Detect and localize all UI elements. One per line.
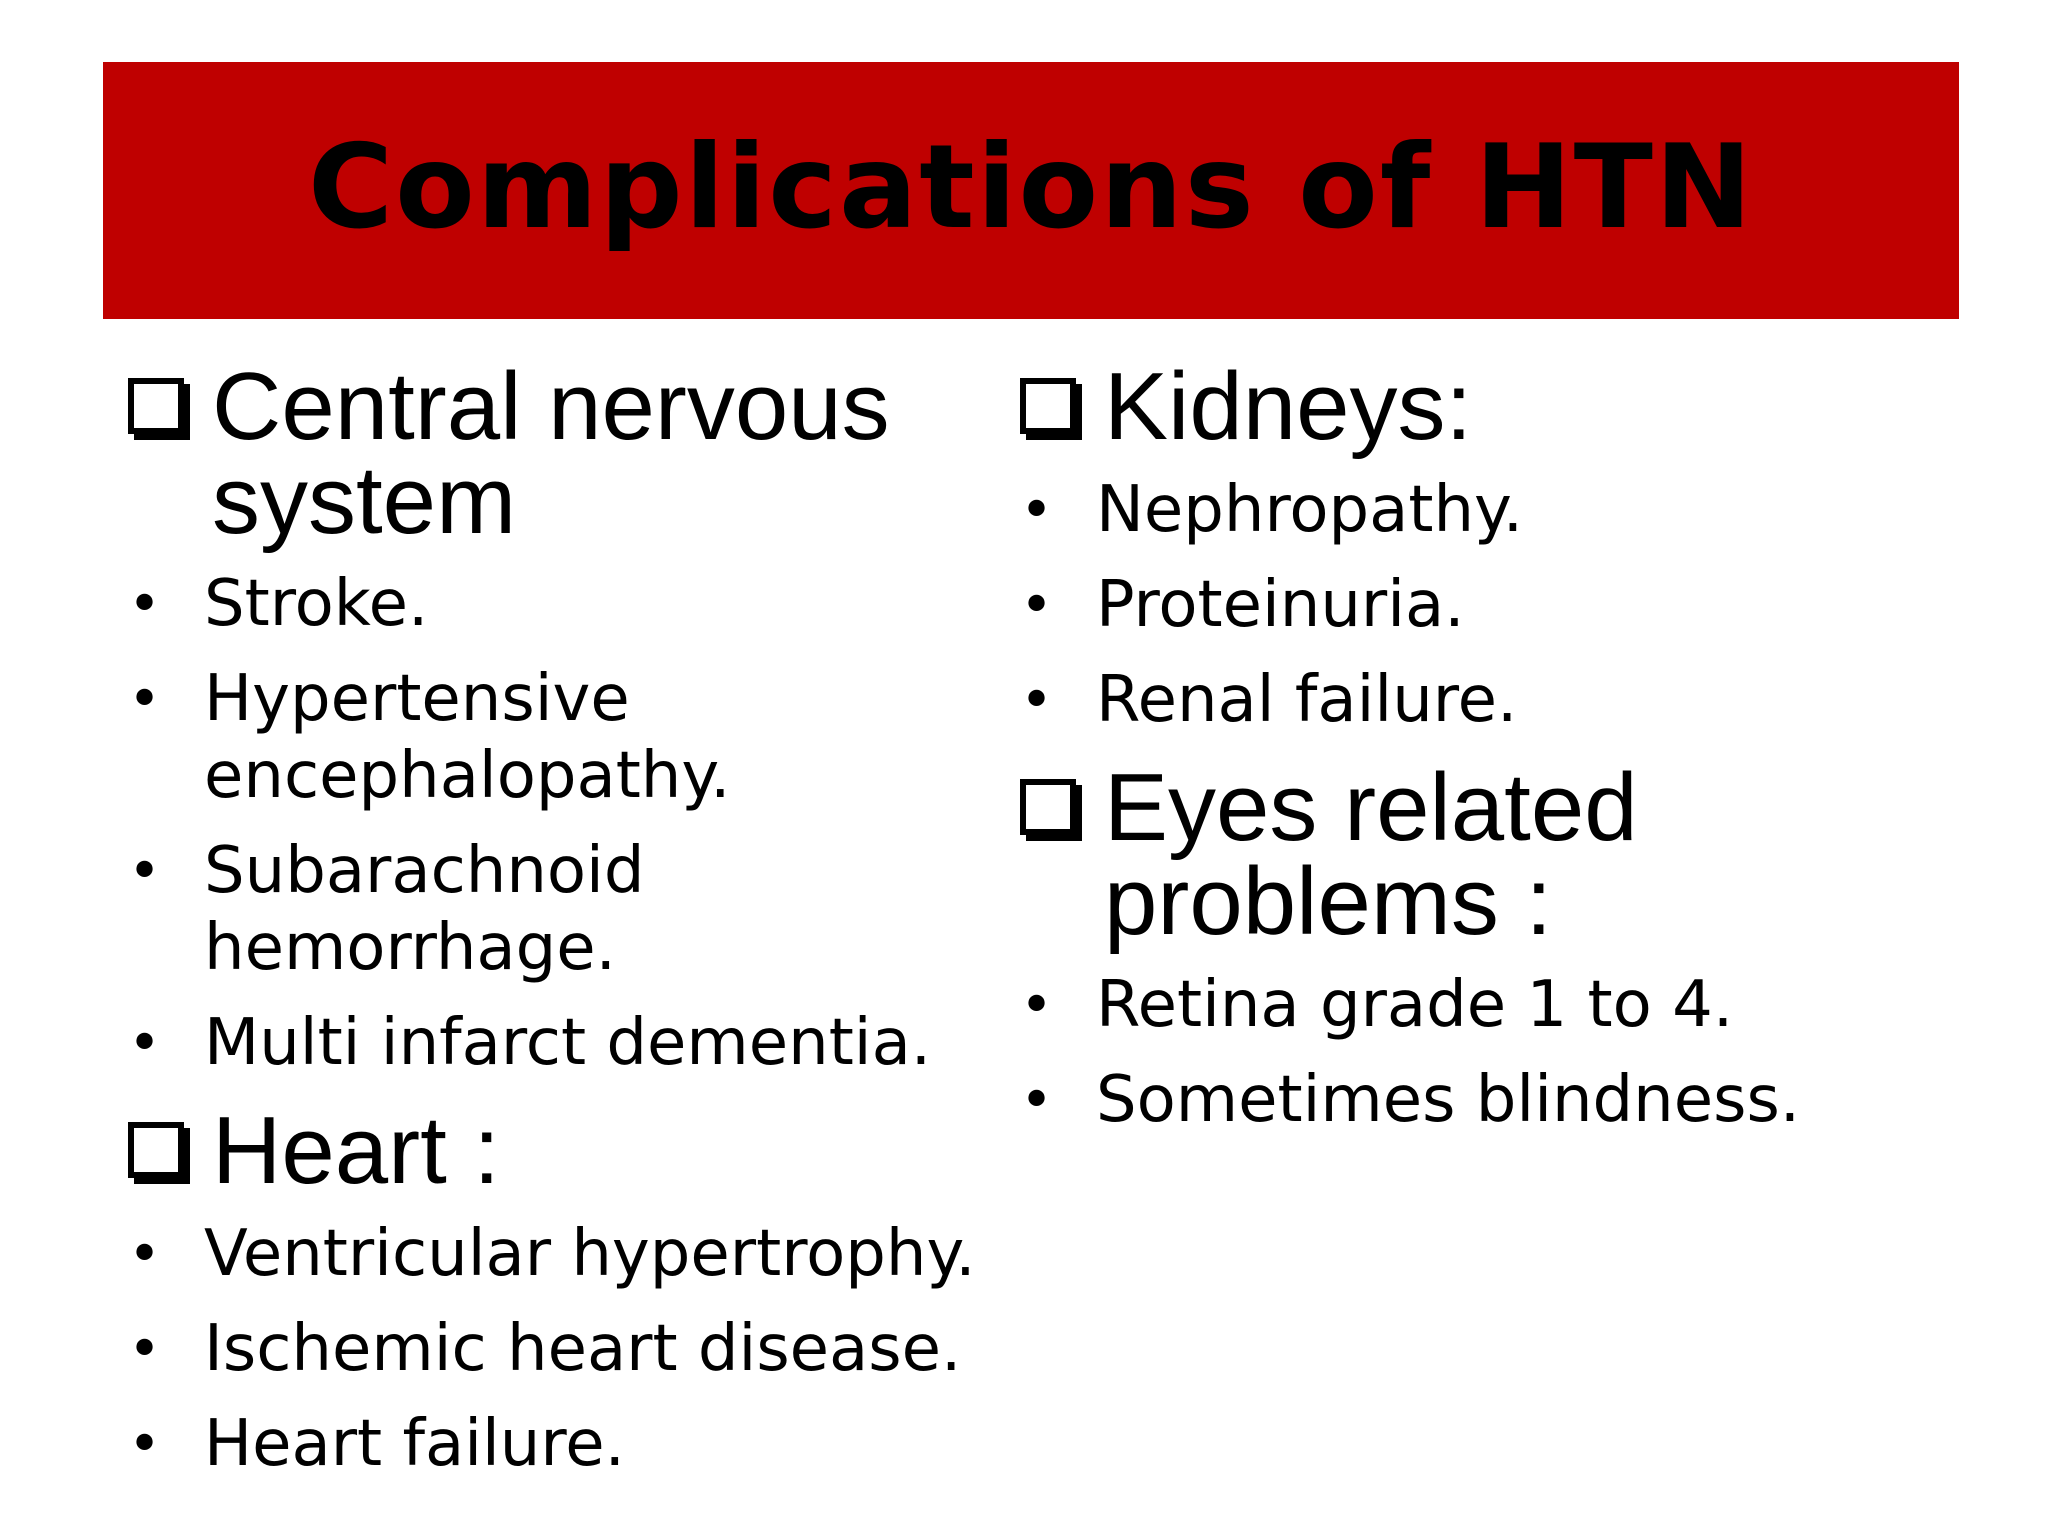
checkbox-square-icon [128, 378, 184, 434]
list-item [128, 1406, 1008, 1483]
bullet-icon: • [1020, 668, 1054, 733]
section-heading [128, 353, 1008, 554]
list-item [128, 661, 1008, 815]
list-item [128, 1311, 1008, 1388]
bullet-icon: • [128, 572, 162, 637]
left-column [128, 353, 1008, 1483]
list-item [1020, 662, 1900, 739]
bullet-icon: • [128, 839, 162, 904]
checkbox-square-icon [128, 1122, 184, 1178]
list-item [128, 1005, 1008, 1082]
list-item-text: Retina grade 1 to 4. [1096, 968, 1734, 1042]
section-heading-text: Eyes related problems : [1104, 754, 1638, 955]
list-item-text: Multi infarct dementia. [204, 1006, 932, 1080]
list-item-text: Stroke. [204, 567, 429, 641]
section-heading-text: Central nervous system [212, 353, 890, 554]
checkbox-square-icon [1020, 378, 1076, 434]
section-heading [128, 1097, 1008, 1204]
bullet-icon: • [1020, 573, 1054, 638]
section-heading-text: Kidneys: [1104, 353, 1473, 460]
bullet-icon: • [128, 1317, 162, 1382]
list-item [1020, 1062, 1900, 1139]
bullet-icon: • [128, 1011, 162, 1076]
bullet-list [1020, 967, 1900, 1139]
section-kidneys [1020, 353, 1900, 739]
right-column [1020, 353, 1900, 1139]
bullet-icon: • [1020, 1068, 1054, 1133]
list-item-text: Renal failure. [1096, 663, 1518, 737]
section-heading [1020, 754, 1900, 955]
slide-title: Complications of HTN [307, 119, 1755, 255]
list-item-text: Sometimes blindness. [1096, 1063, 1801, 1137]
list-item [128, 1216, 1008, 1293]
list-item [1020, 567, 1900, 644]
title-bar [103, 62, 1959, 319]
list-item [1020, 472, 1900, 549]
bullet-icon: • [128, 1222, 162, 1287]
list-item-text: Nephropathy. [1096, 473, 1524, 547]
list-item-text: Heart failure. [204, 1407, 625, 1481]
bullet-icon: • [1020, 478, 1054, 543]
section-heart [128, 1097, 1008, 1483]
bullet-icon: • [1020, 973, 1054, 1038]
bullet-list [128, 566, 1008, 1082]
bullet-icon: • [128, 1412, 162, 1477]
list-item [128, 566, 1008, 643]
list-item-text: Subarachnoid hemorrhage. [204, 834, 645, 985]
list-item-text: Ischemic heart disease. [204, 1312, 962, 1386]
bullet-icon: • [128, 667, 162, 732]
list-item-text: Ventricular hypertrophy. [204, 1217, 976, 1291]
checkbox-square-icon [1020, 779, 1076, 835]
bullet-list [1020, 472, 1900, 739]
section-heading-text: Heart : [212, 1097, 501, 1204]
list-item [128, 833, 1008, 987]
list-item [1020, 967, 1900, 1044]
bullet-list [128, 1216, 1008, 1483]
section-eyes [1020, 754, 1900, 1139]
list-item-text: Proteinuria. [1096, 568, 1465, 642]
section-heading [1020, 353, 1900, 460]
section-central-nervous-system [128, 353, 1008, 1082]
list-item-text: Hypertensive encephalopathy. [204, 662, 731, 813]
